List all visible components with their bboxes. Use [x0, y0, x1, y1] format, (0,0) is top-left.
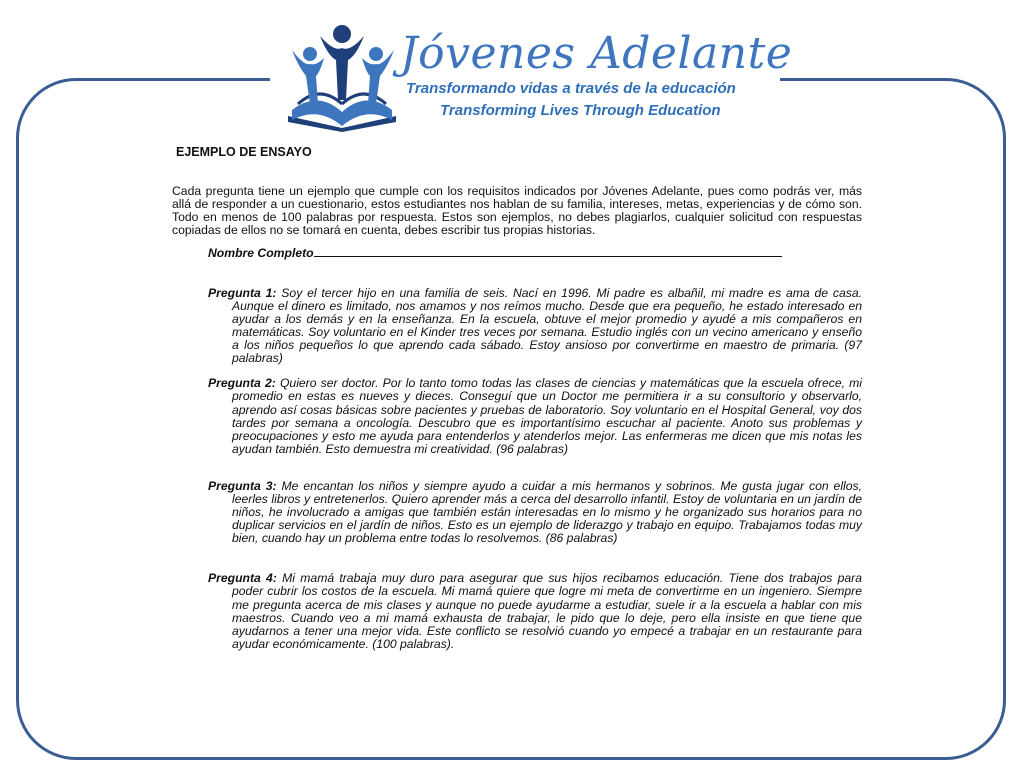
brand-title: Jóvenes Adelante [400, 28, 793, 79]
document-title: EJEMPLO DE ENSAYO [176, 145, 312, 159]
name-label: Nombre Completo [208, 246, 314, 261]
essay-document [172, 146, 862, 663]
question-4 [208, 572, 862, 651]
header [270, 14, 793, 132]
intro-paragraph: Cada pregunta tiene un ejemplo que cumple con los requisitos indicados por Jóvenes Adelante, pues como podrás ver, más allá de responder a un cuestionario, estos estudiantes nos hablan de su familia, intereses, metas, experiencias y de cómo son. Todo en menos de 100 palabras por respuesta. Estos son ejemplos, no debes plagiarlos, cualquier solicitud con respuestas copiadas de ellos no se tomará en cuenta, debes escribir tus propias historias. [172, 184, 862, 238]
question-label: Pregunta 2: [208, 376, 276, 391]
question-2 [208, 377, 862, 456]
question-3 [208, 480, 862, 545]
question-answer: Mi mamá trabaja muy duro para asegurar que sus hijos recibamos educación. Tiene dos trabajos para poder cubrir los costos de la escuela. Mi mamá quiere que logre mi meta de convertirme en un ingeniero. Siempre me pregunta acerca de mis clases y aunque no puede ayudarme a estudiar, suele ir a la escuela a hablar con mis maestros. Cuando veo a mi mamá exhausta de trabajar, le pido que lo deje, pero ella insiste en que tiene que ayudarnos a tener una mejor vida. Este conflicto se resolvió cuando yo empecé a trabajar en un restaurante para ayudar económicamente. (100 palabras). [232, 571, 862, 651]
tagline-spanish: Transformando vidas a través de la educación [406, 80, 736, 97]
question-label: Pregunta 3: [208, 478, 277, 493]
question-label: Pregunta 1: [208, 285, 277, 300]
logo-icon [280, 20, 410, 132]
question-answer: Me encantan los niños y siempre ayudo a cuidar a mis hermanos y sobrinos. Me gusta jugar con ellos, leerles libros y entretenerlos. Quiero aprender más a cerca del desarrollo infantil. Estoy de voluntaria en un jardín de niños, he involucrado a amigas que también están interesadas en lo mismo y he organizado sus horarios para no duplicar servicios en el jardín de niños. Esto es un ejemplo de liderazgo y trabajo en equipo. Trabajamos todas muy bien, cuando hay un problema entre todas lo resolvemos. (86 palabras) [232, 478, 863, 546]
question-answer: Quiero ser doctor. Por lo tanto tomo todas las clases de ciencias y matemáticas que la escuela ofrece, mi promedio en estas es nueves y dieces. Conseguí que un Doctor me permitiera ir a su consultorio y observarlo, aprendo así cosas básicas sobre pacientes y pruebas de laboratorio. Soy voluntario en el Hospital General, voy dos tardes por semana a oncología. Descubro que es importantísimo escuchar al paciente. Anoto sus problemas y preocupaciones y esto me ayuda para entenderlos y atenderlos mejor. Las enfermeras me dicen que mis notas les ayudan también. Esto demuestra mi creatividad. (96 palabras) [232, 376, 862, 456]
tagline-english: Transforming Lives Through Education [440, 102, 721, 119]
name-field-row [208, 245, 862, 260]
question-1 [208, 287, 862, 366]
question-label: Pregunta 4: [208, 571, 277, 586]
name-blank-line [314, 245, 782, 257]
question-answer: Soy el tercer hijo en una familia de seis. Nací en 1996. Mi padre es albañil, mi madre es ama de casa. Aunque el dinero es limitado, nos amamos y nos reímos mucho. Desde que era pequeño, he estado interesado en ayudar a los demás y en la enseñanza. En la escuela, obtuve el mejor promedio y ayudé a mis compañeros en matemáticas. Soy voluntario en el Kinder tres veces por semana. Estudio inglés con un vecino americano y enseño a los niños pequeños lo que aprendo cada sábado. Estoy ansioso por convertirme en maestro de primaria. (97 palabras) [232, 285, 862, 366]
